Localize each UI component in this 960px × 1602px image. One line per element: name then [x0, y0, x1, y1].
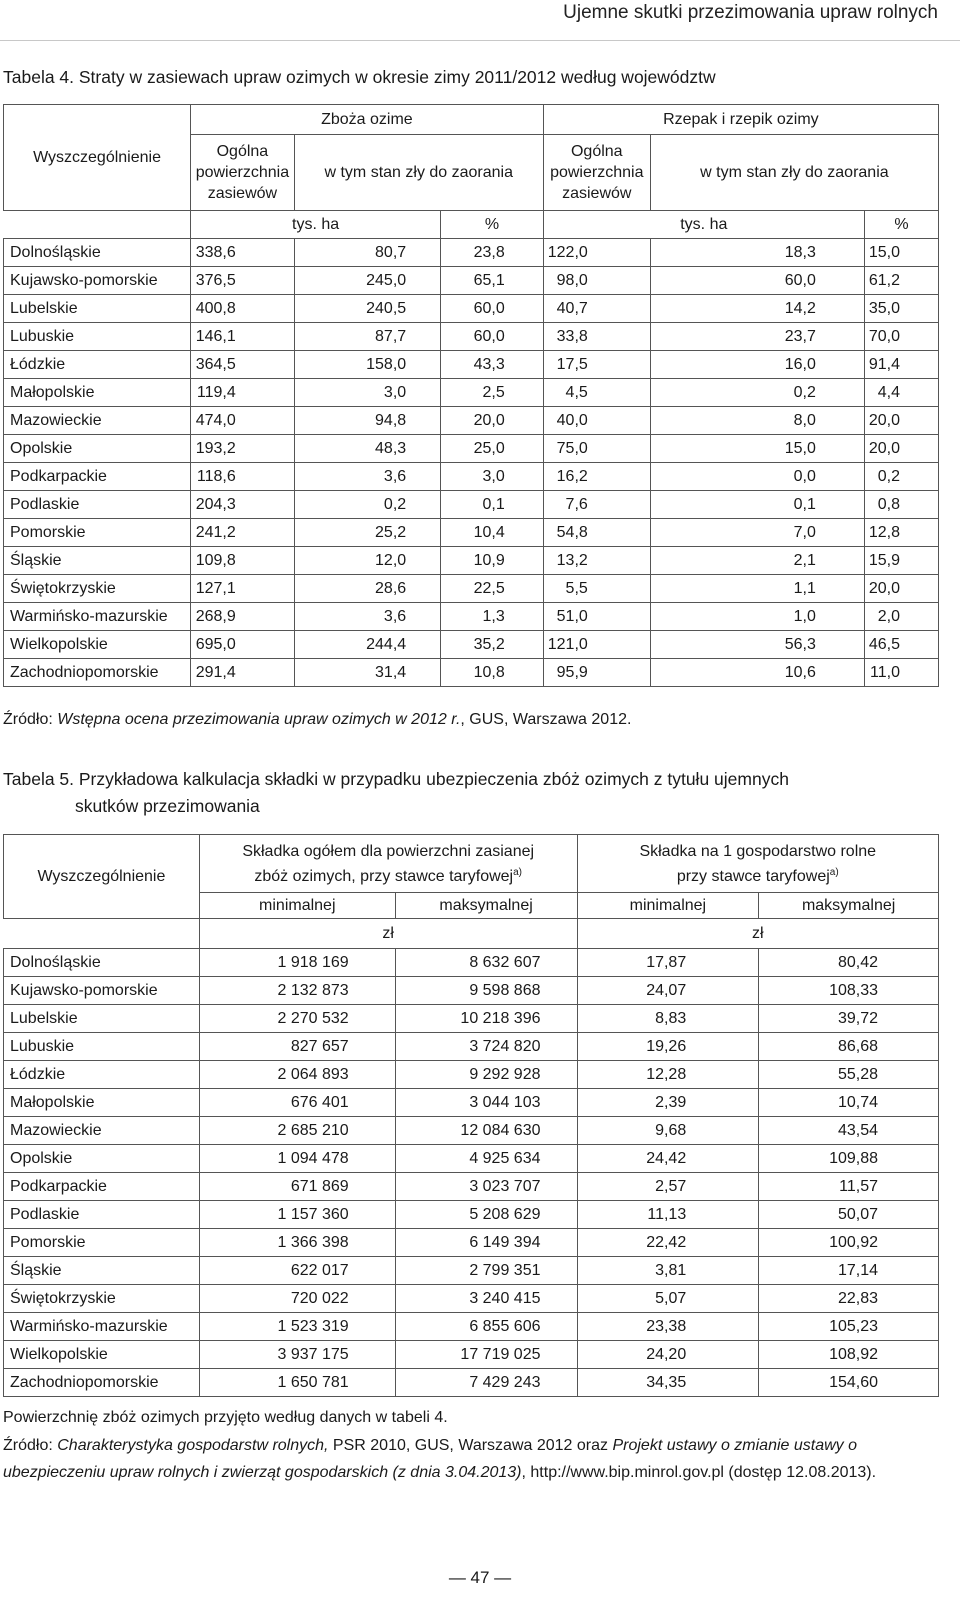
table-cell: 12,0	[294, 547, 440, 575]
table-cell: 91,4	[864, 351, 938, 379]
table-cell: 1 523 319	[199, 1313, 395, 1341]
table-cell: 20,0	[864, 407, 938, 435]
table-cell: 24,20	[577, 1341, 759, 1369]
table-cell: 34,35	[577, 1369, 759, 1397]
row-label: Opolskie	[4, 1145, 200, 1173]
table-cell: 4,5	[543, 379, 650, 407]
table-cell: 7 429 243	[395, 1369, 577, 1397]
table-cell: 8 632 607	[395, 949, 577, 977]
t5-group-total	[199, 835, 577, 893]
table-cell: 70,0	[864, 323, 938, 351]
table-cell: 25,2	[294, 519, 440, 547]
row-label: Mazowieckie	[4, 407, 191, 435]
table-cell: 3 240 415	[395, 1285, 577, 1313]
table-cell: 2,57	[577, 1173, 759, 1201]
table-cell: 75,0	[543, 435, 650, 463]
row-label: Dolnośląskie	[4, 239, 191, 267]
table-cell: 127,1	[191, 575, 295, 603]
table-cell: 1 918 169	[199, 949, 395, 977]
row-label: Kujawsko-pomorskie	[4, 267, 191, 295]
row-label: Mazowieckie	[4, 1117, 200, 1145]
row-label: Dolnośląskie	[4, 949, 200, 977]
table-cell: 23,38	[577, 1313, 759, 1341]
table-cell: 3,6	[294, 463, 440, 491]
table-row	[4, 603, 939, 631]
table-cell: 22,5	[441, 575, 544, 603]
t5-unit-1: zł	[199, 919, 577, 949]
table-cell: 720 022	[199, 1285, 395, 1313]
row-label: Śląskie	[4, 1257, 200, 1285]
table-cell: 17 719 025	[395, 1341, 577, 1369]
table-row	[4, 267, 939, 295]
table-cell: 17,14	[759, 1257, 939, 1285]
table-cell: 8,83	[577, 1005, 759, 1033]
table-cell: 1 650 781	[199, 1369, 395, 1397]
row-label: Śląskie	[4, 547, 191, 575]
table-row	[4, 1313, 939, 1341]
table-cell: 43,3	[441, 351, 544, 379]
table-cell: 12,28	[577, 1061, 759, 1089]
table-cell: 0,2	[294, 491, 440, 519]
table-cell: 154,60	[759, 1369, 939, 1397]
table-cell: 54,8	[543, 519, 650, 547]
table-cell: 22,42	[577, 1229, 759, 1257]
t5-footnote-mark-2: a)	[829, 866, 839, 878]
table-cell: 19,26	[577, 1033, 759, 1061]
row-label: Podkarpackie	[4, 1173, 200, 1201]
table-cell: 61,2	[864, 267, 938, 295]
table-cell: 10,6	[650, 659, 864, 687]
table-cell: 1,0	[650, 603, 864, 631]
table-cell: 244,4	[294, 631, 440, 659]
table5-caption	[3, 766, 789, 820]
table-cell: 6 855 606	[395, 1313, 577, 1341]
table-cell: 240,5	[294, 295, 440, 323]
row-label: Lubuskie	[4, 1033, 200, 1061]
table-cell: 98,0	[543, 267, 650, 295]
t4-unit-pct-2: %	[864, 211, 938, 239]
table-row	[4, 1089, 939, 1117]
table-cell: 60,0	[650, 267, 864, 295]
t5-group-total-l1: Składka ogółem dla powierzchni zasianej	[242, 842, 535, 860]
table-cell: 35,2	[441, 631, 544, 659]
table4	[3, 104, 939, 687]
table-cell: 80,42	[759, 949, 939, 977]
table-cell: 364,5	[191, 351, 295, 379]
table-cell: 14,2	[650, 295, 864, 323]
table-cell: 2 064 893	[199, 1061, 395, 1089]
running-header: Ujemne skutki przezimowania upraw rolnych	[563, 2, 938, 23]
t5-min-1: minimalnej	[199, 893, 395, 919]
table-cell: 40,0	[543, 407, 650, 435]
table-cell: 31,4	[294, 659, 440, 687]
table-cell: 95,9	[543, 659, 650, 687]
table-cell: 10 218 396	[395, 1005, 577, 1033]
table-cell: 7,6	[543, 491, 650, 519]
table-cell: 10,8	[441, 659, 544, 687]
t5-min-2: minimalnej	[577, 893, 759, 919]
table-cell: 108,92	[759, 1341, 939, 1369]
table-cell: 5,5	[543, 575, 650, 603]
table-row	[4, 323, 939, 351]
table-cell: 2,5	[441, 379, 544, 407]
table-cell: 20,0	[441, 407, 544, 435]
table-cell: 2,39	[577, 1089, 759, 1117]
table4-caption: Tabela 4. Straty w zasiewach upraw ozimych w okresie zimy 2011/2012 według województw	[3, 67, 716, 87]
table-cell: 0,1	[650, 491, 864, 519]
row-label: Lubelskie	[4, 295, 191, 323]
table-cell: 622 017	[199, 1257, 395, 1285]
t5-group-farm-l1: Składka na 1 gospodarstwo rolne	[639, 842, 877, 860]
table-cell: 241,2	[191, 519, 295, 547]
table-cell: 65,1	[441, 267, 544, 295]
table-cell: 3,6	[294, 603, 440, 631]
table-cell: 20,0	[864, 435, 938, 463]
page-number: — 47 —	[448, 1568, 512, 1587]
table-row	[4, 519, 939, 547]
table-cell: 23,7	[650, 323, 864, 351]
table-row	[4, 351, 939, 379]
table-cell: 50,07	[759, 1201, 939, 1229]
table-cell: 245,0	[294, 267, 440, 295]
table-cell: 15,0	[650, 435, 864, 463]
t5-source-italic1: Charakterystyka gospodarstw rolnych,	[57, 1437, 329, 1454]
table-cell: 119,4	[191, 379, 295, 407]
t4-source-prefix: Źródło:	[3, 711, 58, 728]
t4-group-rzepak: Rzepak i rzepik ozimy	[543, 105, 938, 135]
table-cell: 10,9	[441, 547, 544, 575]
table-row	[4, 1369, 939, 1397]
table-cell: 9 598 868	[395, 977, 577, 1005]
t5-caption-line2: skutków przezimowania	[75, 796, 260, 816]
table-cell: 158,0	[294, 351, 440, 379]
table-cell: 8,0	[650, 407, 864, 435]
table-row	[4, 435, 939, 463]
table-row	[4, 1061, 939, 1089]
table5-note: Powierzchnię zbóż ozimych przyjęto według danych w tabeli 4.	[3, 1409, 448, 1426]
table-cell: 695,0	[191, 631, 295, 659]
table-row	[4, 1341, 939, 1369]
table-row	[4, 659, 939, 687]
table-cell: 87,7	[294, 323, 440, 351]
table-cell: 2 685 210	[199, 1117, 395, 1145]
row-label: Świętokrzyskie	[4, 1285, 200, 1313]
table-cell: 1 366 398	[199, 1229, 395, 1257]
table-cell: 43,54	[759, 1117, 939, 1145]
table-cell: 55,28	[759, 1061, 939, 1089]
table-cell: 268,9	[191, 603, 295, 631]
table-cell: 291,4	[191, 659, 295, 687]
table-cell: 121,0	[543, 631, 650, 659]
table-cell: 39,72	[759, 1005, 939, 1033]
table-row	[4, 463, 939, 491]
row-label: Pomorskie	[4, 1229, 200, 1257]
table-row	[4, 295, 939, 323]
table-cell: 60,0	[441, 295, 544, 323]
table-row	[4, 491, 939, 519]
table-cell: 24,07	[577, 977, 759, 1005]
table-cell: 1,3	[441, 603, 544, 631]
table-row	[4, 1229, 939, 1257]
table-cell: 400,8	[191, 295, 295, 323]
row-label: Świętokrzyskie	[4, 575, 191, 603]
table-cell: 2,1	[650, 547, 864, 575]
table-cell: 1 157 360	[199, 1201, 395, 1229]
table-cell: 3,0	[294, 379, 440, 407]
table-cell: 0,1	[441, 491, 544, 519]
table-cell: 4 925 634	[395, 1145, 577, 1173]
t5-footnote-mark-1: a)	[513, 866, 523, 878]
t4-unit-tys-1: tys. ha	[191, 211, 441, 239]
row-label: Podlaskie	[4, 1201, 200, 1229]
table-row	[4, 547, 939, 575]
table-cell: 109,88	[759, 1145, 939, 1173]
t4-group-zboza: Zboża ozime	[191, 105, 544, 135]
table4-source	[3, 706, 953, 733]
table-cell: 7,0	[650, 519, 864, 547]
table-row	[4, 1005, 939, 1033]
row-label: Pomorskie	[4, 519, 191, 547]
table-cell: 16,2	[543, 463, 650, 491]
table-cell: 80,7	[294, 239, 440, 267]
table-cell: 33,8	[543, 323, 650, 351]
table-row	[4, 239, 939, 267]
row-label: Lubuskie	[4, 323, 191, 351]
row-label: Łódzkie	[4, 1061, 200, 1089]
table-cell: 0,0	[650, 463, 864, 491]
row-label: Lubelskie	[4, 1005, 200, 1033]
table5-source	[3, 1432, 953, 1486]
t5-source-prefix: Źródło:	[3, 1437, 58, 1454]
t5-max-2: maksymalnej	[759, 893, 939, 919]
table-row	[4, 1257, 939, 1285]
table-cell: 146,1	[191, 323, 295, 351]
row-label: Warmińsko-mazurskie	[4, 603, 191, 631]
table-cell: 10,74	[759, 1089, 939, 1117]
table-cell: 18,3	[650, 239, 864, 267]
table-cell: 4,4	[864, 379, 938, 407]
table-cell: 105,23	[759, 1313, 939, 1341]
t4-sub-area-1: Ogólna powierzchnia zasiewów	[191, 135, 295, 211]
t4-sub-bad-2: w tym stan zły do zaorania	[650, 135, 938, 211]
table-cell: 5 208 629	[395, 1201, 577, 1229]
row-label: Podkarpackie	[4, 463, 191, 491]
table-cell: 3 044 103	[395, 1089, 577, 1117]
t4-col-label: Wyszczególnienie	[4, 105, 191, 211]
table-cell: 1 094 478	[199, 1145, 395, 1173]
t4-sub-area-2: Ogólna powierzchnia zasiewów	[543, 135, 650, 211]
table-cell: 9,68	[577, 1117, 759, 1145]
table-cell: 15,9	[864, 547, 938, 575]
table-cell: 108,33	[759, 977, 939, 1005]
row-label: Zachodniopomorskie	[4, 659, 191, 687]
table-cell: 3 724 820	[395, 1033, 577, 1061]
table-row	[4, 1285, 939, 1313]
t5-max-1: maksymalnej	[395, 893, 577, 919]
table-row	[4, 1201, 939, 1229]
row-label: Zachodniopomorskie	[4, 1369, 200, 1397]
table-cell: 3 937 175	[199, 1341, 395, 1369]
t5-group-total-l2: zbóż ozimych, przy stawce taryfowej	[254, 867, 514, 885]
table-cell: 1,1	[650, 575, 864, 603]
table-cell: 100,92	[759, 1229, 939, 1257]
table-row	[4, 977, 939, 1005]
t5-caption-line1: Tabela 5. Przykładowa kalkulacja składki w przypadku ubezpieczenia zbóż ozimych z tytułu ujemnych	[3, 769, 789, 789]
table-cell: 11,13	[577, 1201, 759, 1229]
table-cell: 3,81	[577, 1257, 759, 1285]
table-cell: 193,2	[191, 435, 295, 463]
table-row	[4, 575, 939, 603]
table-cell: 338,6	[191, 239, 295, 267]
table-cell: 60,0	[441, 323, 544, 351]
row-label: Małopolskie	[4, 1089, 200, 1117]
table-cell: 12 084 630	[395, 1117, 577, 1145]
row-label: Podlaskie	[4, 491, 191, 519]
t5-source-suffix: , http://www.bip.minrol.gov.pl (dostęp 12.08.2013).	[521, 1464, 877, 1481]
table-cell: 6 149 394	[395, 1229, 577, 1257]
table-cell: 56,3	[650, 631, 864, 659]
table-cell: 86,68	[759, 1033, 939, 1061]
table-cell: 109,8	[191, 547, 295, 575]
table-row	[4, 949, 939, 977]
row-label: Łódzkie	[4, 351, 191, 379]
table-cell: 17,5	[543, 351, 650, 379]
t4-source-title: Wstępna ocena przezimowania upraw ozimych w 2012 r.	[57, 711, 461, 728]
table-cell: 0,8	[864, 491, 938, 519]
table-cell: 2 132 873	[199, 977, 395, 1005]
table-cell: 16,0	[650, 351, 864, 379]
table5	[3, 834, 939, 1397]
table-cell: 51,0	[543, 603, 650, 631]
table-cell: 25,0	[441, 435, 544, 463]
table-cell: 22,83	[759, 1285, 939, 1313]
table-cell: 122,0	[543, 239, 650, 267]
row-label: Wielkopolskie	[4, 631, 191, 659]
t5-source-mid: PSR 2010, GUS, Warszawa 2012 oraz	[328, 1437, 613, 1454]
row-label: Opolskie	[4, 435, 191, 463]
t4-unit-pct-1: %	[441, 211, 544, 239]
table-cell: 46,5	[864, 631, 938, 659]
t5-source-italic2: Projekt ustawy o zmianie ustawy o ubezpieczeniu upraw rolnych i zwierząt gospodarskich (z dnia 3.04.2013)	[3, 1437, 858, 1481]
row-label: Kujawsko-pomorskie	[4, 977, 200, 1005]
table-row	[4, 1117, 939, 1145]
table-row	[4, 379, 939, 407]
t4-sub-bad-1: w tym stan zły do zaorania	[294, 135, 543, 211]
table-row	[4, 631, 939, 659]
table-row	[4, 1033, 939, 1061]
table-cell: 474,0	[191, 407, 295, 435]
table-cell: 204,3	[191, 491, 295, 519]
table-cell: 11,57	[759, 1173, 939, 1201]
table-cell: 118,6	[191, 463, 295, 491]
table-cell: 827 657	[199, 1033, 395, 1061]
t5-group-farm-l2: przy stawce taryfowej	[676, 867, 830, 885]
table-cell: 28,6	[294, 575, 440, 603]
table-cell: 376,5	[191, 267, 295, 295]
table-cell: 3,0	[441, 463, 544, 491]
table-cell: 2 799 351	[395, 1257, 577, 1285]
table-cell: 13,2	[543, 547, 650, 575]
table-cell: 23,8	[441, 239, 544, 267]
row-label: Warmińsko-mazurskie	[4, 1313, 200, 1341]
row-label: Małopolskie	[4, 379, 191, 407]
table-cell: 9 292 928	[395, 1061, 577, 1089]
table-cell: 48,3	[294, 435, 440, 463]
table-cell: 35,0	[864, 295, 938, 323]
table-cell: 2 270 532	[199, 1005, 395, 1033]
table-cell: 15,0	[864, 239, 938, 267]
table-cell: 40,7	[543, 295, 650, 323]
table-cell: 671 869	[199, 1173, 395, 1201]
table-cell: 10,4	[441, 519, 544, 547]
t4-unit-tys-2: tys. ha	[543, 211, 864, 239]
table-cell: 94,8	[294, 407, 440, 435]
row-label: Wielkopolskie	[4, 1341, 200, 1369]
table-cell: 3 023 707	[395, 1173, 577, 1201]
table-row	[4, 1173, 939, 1201]
t5-col-label: Wyszczególnienie	[4, 835, 200, 919]
t4-source-suffix: , GUS, Warszawa 2012.	[460, 711, 632, 728]
table-cell: 676 401	[199, 1089, 395, 1117]
header-rule	[0, 40, 960, 41]
t5-group-farm	[577, 835, 939, 893]
table-cell: 0,2	[650, 379, 864, 407]
table-cell: 24,42	[577, 1145, 759, 1173]
table-row	[4, 407, 939, 435]
table-cell: 17,87	[577, 949, 759, 977]
table-cell: 0,2	[864, 463, 938, 491]
t5-unit-2: zł	[577, 919, 939, 949]
table-row	[4, 1145, 939, 1173]
table-cell: 11,0	[864, 659, 938, 687]
table-cell: 5,07	[577, 1285, 759, 1313]
table-cell: 2,0	[864, 603, 938, 631]
table-cell: 20,0	[864, 575, 938, 603]
table-cell: 12,8	[864, 519, 938, 547]
